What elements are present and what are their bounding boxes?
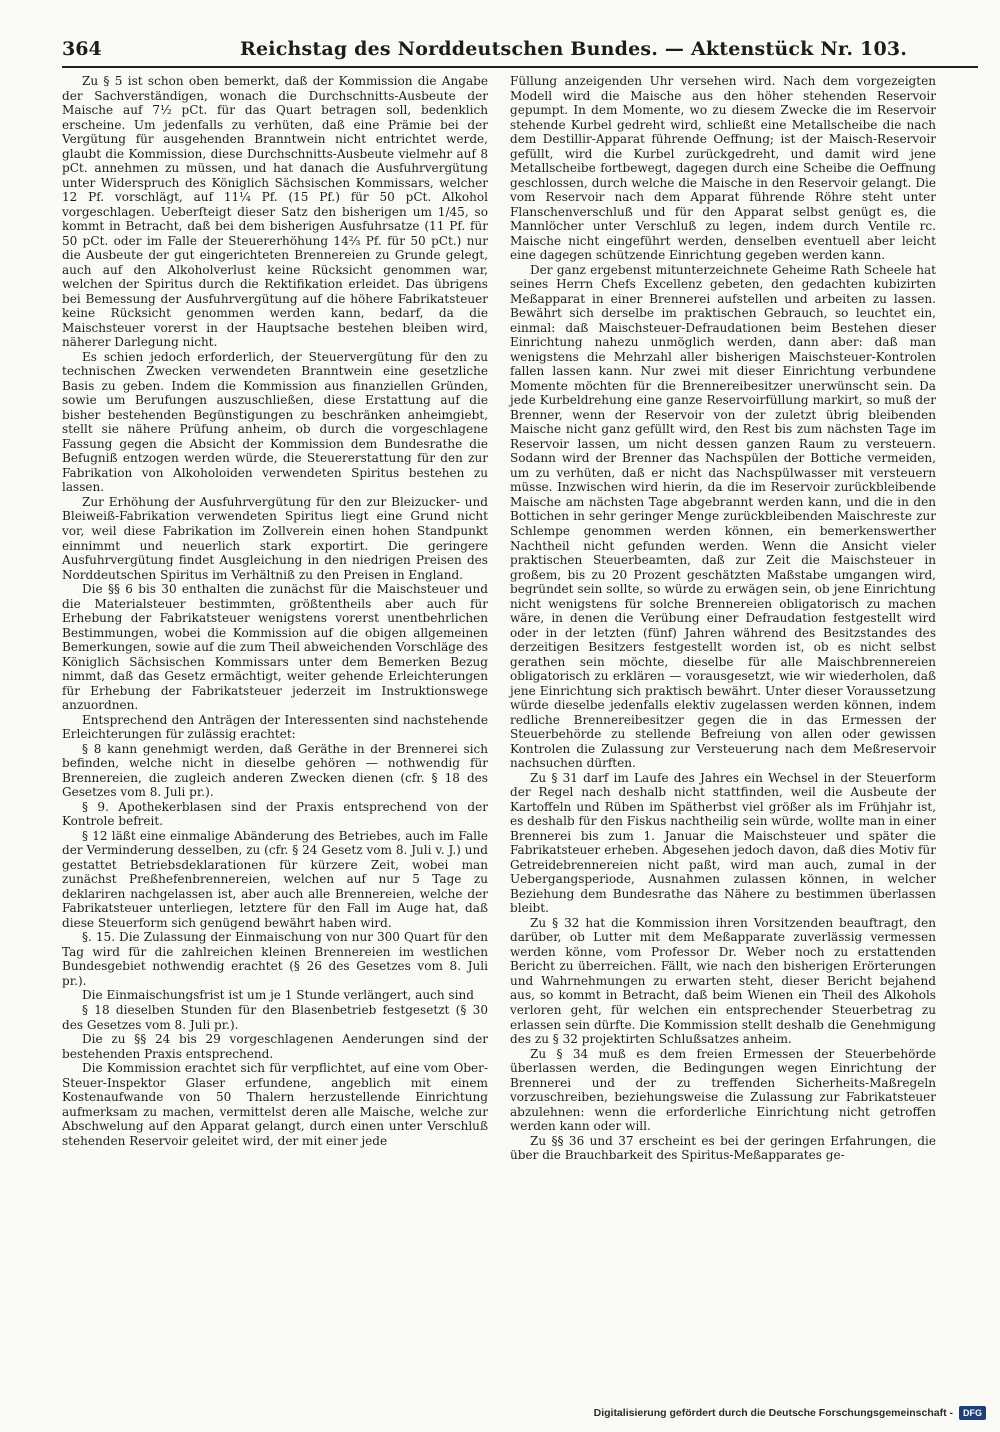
paragraph: Füllung anzeigenden Uhr versehen wird. Nach dem vorgezeigten Modell wird die Maische aus den höher stehenden Reservoir gepumpt. In dem Momente, wo zu diesem Zwecke die im Reservoir stehende Kurbel gedreht wird, schließt eine Metallscheibe die nach dem Destillir-Apparat führende Oeffnung; ist der Maisch-Reservoir gefüllt, wird die Kurbel zurückgedreht, und damit wird jene Metallscheibe fortbewegt, dagegen durch eine Scheibe die Oeffnung geschlossen, durch welche die Maische in den Reservoir gelangt. Die vom Reservoir nach dem Apparat führende Röhre steht unter Flanschenverschluß und für den Apparat selbst genügt es, die Mannlöcher unter Verschluß zu legen, indem durch Ventile rc. Maische nicht eingeführt werden, denselben eventuell aber leicht eine dagegen schützende Einrichtung gegeben werden kann. — [510, 74, 936, 263]
credit-text: Digitalisierung gefördert durch die Deutsche Forschungsgemeinschaft - — [593, 1407, 953, 1419]
running-title: Reichstag des Norddeutschen Bundes. — Aktenstück Nr. 103. — [240, 38, 908, 60]
paragraph: Zu § 5 ist schon oben bemerkt, daß der Kommission die Angabe der Sachverständigen, wonach die Durchschnitts-Ausbeute der Maische auf 7½ pCt. für das Quart betragen soll, bedenklich erscheine. Um jedenfalls zu verhüten, daß eine Prämie bei der Vergütung für ausgehenden Branntwein nicht entrichtet werde, glaubt die Kommission, diese Durchschnitts-Ausbeute vielmehr auf 8 pCt. annehmen zu müssen, und hat danach die Ausfuhrvergütung unter Widerspruch des Königlich Sächsischen Kommissars, welcher 12 Pf. vorschlägt, auf 11¼ Pf. (15 Pf.) für 50 pCt. Alkohol vorgeschlagen. Ueberſteigt dieser Satz den bisherigen um 1/45, so kommt in Betracht, daß bei dem bisherigen Ausfuhrsatze (11 Pf. für 50 pCt. oder im Falle der Steuererhöhung 14⅔ Pf. für 50 pCt.) nur die Ausbeute der gut eingerichteten Brennereien zu Grunde gelegt, auch auf den Alkoholverlust keine Rücksicht genommen war, welchen der Spiritus durch die Rektifikation erleidet. Das übrigens bei Bemessung der Ausfuhrvergütung auf die höhere Fabrikatsteuer keine Rücksicht genommen werden kann, bedarf, da die Maischsteuer vorerst in der Hauptsache bestehen bleiben wird, näherer Darlegung nicht. — [62, 74, 488, 350]
paragraph: Zu §§ 36 und 37 erscheint es bei der geringen Erfahrungen, die über die Brauchbarkeit des Spiritus-Meßapparates ge- — [510, 1133, 936, 1163]
paragraph: Die Kommission erachtet sich für verpflichtet, auf eine vom Ober-Steuer-Inspektor Glaser erfundene, angeblich mit einem Kostenaufwande von 50 Thalern herzustellende Einrichtung aufmerksam zu machen, vermittelst deren alle Maische, welche zur Abschwelung auf den Apparat gelangt, durch einen unter Verschluß stehenden Reservoir geleitet wird, der mit einer jede — [62, 1061, 488, 1148]
paragraph: Entsprechend den Anträgen der Interessenten sind nachstehende Erleichterungen für zulässig erachtet: — [62, 712, 488, 742]
paragraph: Die Einmaischungsfrist ist um je 1 Stunde verlängert, auch sind — [82, 988, 474, 1003]
paragraph: Es schien jedoch erforderlich, der Steuervergütung für den zu technischen Zwecken verwendeten Branntwein eine gesetzliche Basis zu geben. Indem die Kommission aus finanziellen Gründen, sowie um Berufungen auszuschließen, diese Erstattung auf die bisher bestehenden Begünstigungen zu beschränken anheimgiebt, stellt sie nähere Prüfung anheim, ob durch die vorgeschlagene Fassung gegen die Absicht der Kommission dem Bundesrathe die Befugniß entzogen werden würde, die Steuererstattung für den zur Fabrikation von Alkoholoiden verwendeten Spiritus bestehen zu lassen. — [62, 349, 488, 495]
paragraph: § 12 läßt eine einmalige Abänderung des Betriebes, auch im Falle der Verminderung desselben, zu (cfr. § 24 Gesetz vom 8. Juli v. J.) und gestattet Betriebsdeklarationen für kürzere Zeit, wobei man zunächst Preßhefenbrennereien, welchen auf nur 5 Tage zu deklariren nachgelassen ist, aber auch alle Brennereien, welche der Fabrikatsteuer unterliegen, letztere für den Fall im Auge hat, daß diese Steuerform sich genügend bewährt haben wird. — [62, 828, 488, 930]
right-column — [510, 74, 936, 1163]
paragraph: § 18 dieselben Stunden für den Blasenbetrieb festgesetzt (§ 30 des Gesetzes vom 8. Juli pr.). — [62, 1003, 488, 1032]
paragraph: Die §§ 6 bis 30 enthalten die zunächst für die Maischsteuer und die Materialsteuer bestimmten, größtentheils aber auch für Erhebung der Fabrikatsteuer wenigstens vorerst unentbehrlichen Bestimmungen, wobei die Kommission auf die obigen allgemeinen Bemerkungen, sowie auf die zum Theil abweichenden Vorschläge des Königlich Sächsischen Kommissars unter dem Bemerken Bezug nimmt, daß das Gesetz ermächtigt, weiter gehende Erleichterungen für Erhebung der Fabrikatsteuer jederzeit im Instruktionswege anzuordnen. — [62, 582, 488, 713]
paragraph: Zur Erhöhung der Ausfuhrvergütung für den zur Bleizucker- und Bleiweiß-Fabrikation verwendeten Spiritus liegt eine Grund nicht vor, weil diese Fabrikation im Zollverein einen hohen Standpunkt einnimmt und neuerlich stark exportirt. Die geringere Ausfuhrvergütung findet Ausgleichung in den niedrigen Preisen des Norddeutschen Spiritus im Verhältniß zu den Preisen in England. — [62, 494, 488, 582]
paragraph: Die zu §§ 24 bis 29 vorgeschlagenen Aenderungen sind der bestehenden Praxis entsprechend. — [62, 1032, 488, 1061]
paragraph: Zu § 34 muß es dem freien Ermessen der Steuerbehörde überlassen werden, die Bedingungen wegen Einrichtung der Brennerei und der zu treffenden Sicherheits-Maßregeln vorzuschreiben, beziehungsweise die Zulassung zur Fabrikatsteuer abzulehnen: wenn die erforderliche Einrichtung nicht getroffen werden kann oder will. — [510, 1046, 936, 1134]
left-column — [62, 74, 488, 1148]
paragraph: § 9. Apothekerblasen sind der Praxis entsprechend von der Kontrole befreit. — [62, 799, 488, 829]
digitization-credit — [594, 1404, 986, 1422]
paragraph: §. 15. Die Zulassung der Einmaischung von nur 300 Quart für den Tag wird für die zahlreichen kleinen Brennereien im westlichen Bundesgebiet nothwendig erachtet (§ 26 des Gesetzes vom 8. Juli pr.). — [62, 930, 488, 988]
page-header — [62, 36, 978, 68]
paragraph: Der ganz ergebenst mitunterzeichnete Geheime Rath Scheele hat seines Herrn Chefs Excellenz gebeten, den gedachten kubizirten Meßapparat in einer Brennerei aufstellen und arbeiten zu lassen. Bewährt sich derselbe im praktischen Gebrauch, so leuchtet ein, einmal: daß Maischsteuer-Defraudationen beim Bestehen dieser Einrichtung nahezu unmöglich werden, dann aber: daß man wenigstens die Mehrzahl aller bisherigen Maischsteuer-Kontrolen fallen lassen kann. Nur zwei mit dieser Einrichtung verbundene Momente möchten für die Brennereibesitzer unerwünscht sein. Da jede Kurbeldrehung eine ganze Reservoirfüllung markirt, so muß der Brenner, wenn der Reservoir von der zuletzt übrig bleibenden Maische nicht ganz gefüllt wird, den Rest bis zum nächsten Tage im Reservoir lassen, um nicht dessen ganzen Raum zu versteuern. Sodann wird der Brenner das Nachspülen der Bottiche vermeiden, um zu verhüten, daß er nicht das Nachspülwasser mit versteuern müsse. Inzwischen wird hierin, da die im Reservoir zurückbleibende Maische am nächsten Tage abgebrannt werden kann, und die in den Bottichen in sehr geringer Menge zurückbleibenden Maischreste zur Schlempe genommen werden können, ein bemerkenswerther Nachtheil nicht gefunden werden. Wenn die Ansicht vieler praktischen Steuerbeamten, daß zur Zeit die Maischsteuer in großem, bis zu 20 Prozent geschätzten Maßstabe umgangen wird, begründet sein sollte, so würde zu erwägen sein, ob jene Einrichtung nicht wenigstens für solche Brennereien obligatorisch zu machen wäre, in denen die Verübung einer Defraudation festgestellt wird oder in der letzten (fünf) Jahren während des Besitzstandes des derzeitigen Besitzers festgestellt worden ist, ob es nicht selbst gerathen sein möchte, dieselbe für alle Maischbrennereien obligatorisch zu erklären — vorausgesetzt, wie wir wiederholen, daß jene Einrichtung sich praktisch bewährt. Unter dieser Voraussetzung würde dieselbe jedenfalls elektiv zugelassen werden können, indem redliche Brennereibesitzer gegen die in das Ermessen der Steuerbehörde zu stellende Befreiung von allen oder gewissen Kontrolen die Zulassung zur Versteuerung nach dem Meßreservoir nachsuchen dürften. — [510, 262, 936, 771]
dfg-logo: DFG — [959, 1406, 986, 1420]
paragraph: § 8 kann genehmigt werden, daß Geräthe in der Brennerei sich befinden, welche nicht in dieselbe gehören — nothwendig für Brennereien, die zugleich anderen Zwecken dienen (cfr. § 18 des Gesetzes vom 8. Juli pr.). — [62, 741, 488, 800]
paragraph: Zu § 31 darf im Laufe des Jahres ein Wechsel in der Steuerform der Regel nach deshalb nicht stattfinden, weil die Ausbeute der Kartoffeln und Rüben im Spätherbst viel größer als im Frühjahr ist, es deshalb für den Fiskus nachtheilig sein würde, wollte man in einer Brennerei bis zum 1. Januar die Maischsteuer und später die Fabrikatsteuer erheben. Abgesehen jedoch davon, daß dies Motiv für Getreidebrennereien nicht paßt, wird man auch, zumal in der Uebergangsperiode, Ausnahmen zulassen können, in welcher Beziehung dem Bundesrathe das Nähere zu bestimmen überlassen bleibt. — [510, 770, 936, 916]
paragraph: Zu § 32 hat die Kommission ihren Vorsitzenden beauftragt, den darüber, ob Lutter mit dem Meßapparate zuverlässig vermessen werden könne, vom Professor Dr. Weber noch zu erstattenden Bericht zu überreichen. Fällt, wie nach den bisherigen Erörterungen und Wahrnehmungen zu erwarten steht, dieser Bericht bejahend aus, so kommt in Betracht, daß beim Wienen ein Theil des Alkohols verloren geht, für welchen ein entsprechender Steuerbetrag zu erlassen sein dürfte. Die Kommission stellt deshalb die Genehmigung des zu § 32 projektirten Schlußsatzes anheim. — [510, 915, 936, 1047]
page-number: 364 — [62, 38, 102, 60]
